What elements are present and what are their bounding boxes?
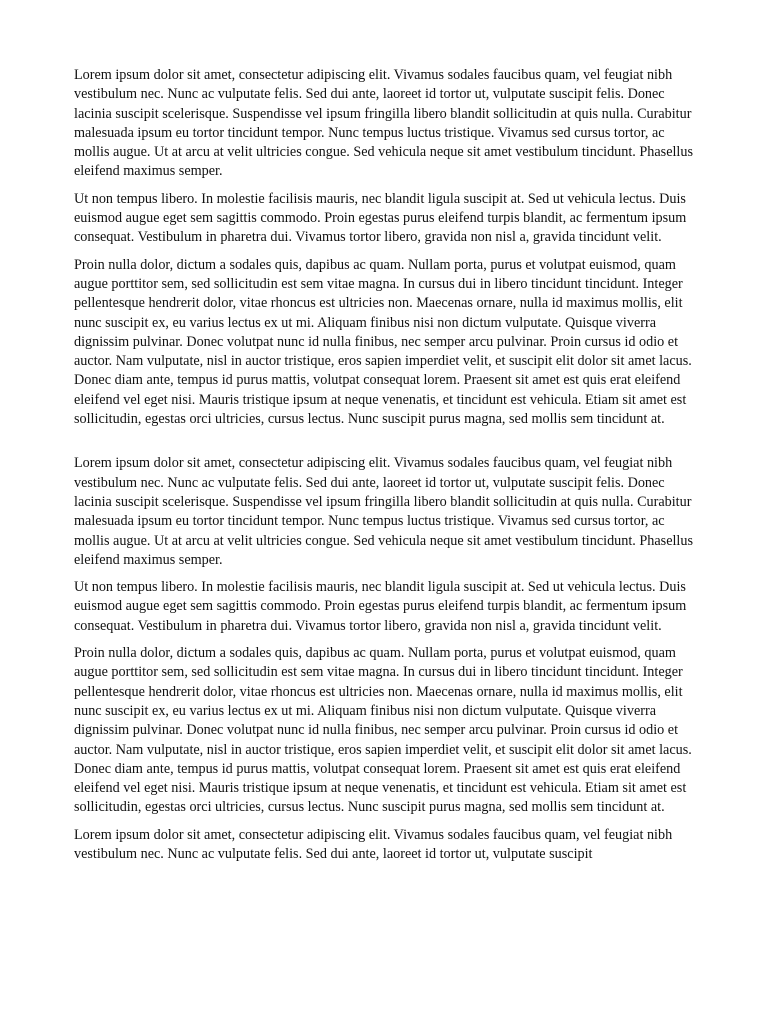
paragraph: Lorem ipsum dolor sit amet, consectetur adipiscing elit. Vivamus sodales faucibus quam, vel feugiat nibh vestibulum nec. Nunc ac vulputate felis. Sed dui ante, laoreet id tortor ut, vulputate suscipit felis. Donec lacinia suscipit scelerisque. Suspendisse vel ipsum fringilla libero blandit sollicitudin at quis nulla. Curabitur malesuada ipsum eu tortor tincidunt tempor. Nunc tempus luctus tristique. Vivamus sed cursus tortor, ac mollis augue. Ut at arcu at velit ultricies congue. Sed vehicula neque sit amet vestibulum tincidunt. Phasellus eleifend maximus semper. <box>74 67 693 180</box>
document-section-2 <box>74 454 698 864</box>
paragraph: Lorem ipsum dolor sit amet, consectetur adipiscing elit. Vivamus sodales faucibus quam, vel feugiat nibh vestibulum nec. Nunc ac vulputate felis. Sed dui ante, laoreet id tortor ut, vulputate suscipit felis. Donec lacinia suscipit scelerisque. Suspendisse vel ipsum fringilla libero blandit sollicitudin at quis nulla. Curabitur malesuada ipsum eu tortor tincidunt tempor. Nunc tempus luctus tristique. Vivamus sed cursus tortor, ac mollis augue. Ut at arcu at velit ultricies congue. Sed vehicula neque sit amet vestibulum tincidunt. Phasellus eleifend maximus semper. <box>74 455 693 568</box>
paragraph: Ut non tempus libero. In molestie facilisis mauris, nec blandit ligula suscipit at. Sed ut vehicula lectus. Duis euismod augue eget sem sagittis commodo. Proin egestas purus eleifend turpis blandit, ac fermentum ipsum consequat. Vestibulum in pharetra dui. Vivamus tortor libero, gravida non nisl a, gravida tincidunt velit. <box>74 190 687 246</box>
document-section-1 <box>74 66 698 429</box>
paragraph: Proin nulla dolor, dictum a sodales quis, dapibus ac quam. Nullam porta, purus et volutpat euismod, quam augue porttitor sem, sed sollicitudin est sem vitae magna. In cursus dui in libero tincidunt tincidunt. Integer pellentesque hendrerit dolor, vitae rhoncus est ultricies non. Maecenas ornare, nulla id maximus mollis, elit nunc suscipit ex, eu varius lectus ex ut mi. Aliquam finibus nisi non dictum vulputate. Quisque viverra dignissim pulvinar. Donec volutpat nunc id nulla finibus, nec semper arcu pulvinar. Proin cursus id odio et auctor. Nam vulputate, nisl in auctor tristique, eros sapien imperdiet velit, et suscipit elit dolor sit amet lacus. Donec diam ante, tempus id purus mattis, volutpat consequat lorem. Praesent sit amet est quis erat eleifend eleifend vel eget nisi. Mauris tristique ipsum at neque venenatis, et tincidunt est vehicula. Etiam sit amet est sollicitudin, egestas orci ultricies, cursus lectus. Nunc suscipit purus magna, sed mollis sem tincidunt at. <box>74 645 692 816</box>
section-divider <box>74 437 698 454</box>
document-page <box>74 66 698 872</box>
paragraph: Proin nulla dolor, dictum a sodales quis, dapibus ac quam. Nullam porta, purus et volutpat euismod, quam augue porttitor sem, sed sollicitudin est sem vitae magna. In cursus dui in libero tincidunt tincidunt. Integer pellentesque hendrerit dolor, vitae rhoncus est ultricies non. Maecenas ornare, nulla id maximus mollis, elit nunc suscipit ex, eu varius lectus ex ut mi. Aliquam finibus nisi non dictum vulputate. Quisque viverra dignissim pulvinar. Donec volutpat nunc id nulla finibus, nec semper arcu pulvinar. Proin cursus id odio et auctor. Nam vulputate, nisl in auctor tristique, eros sapien imperdiet velit, et suscipit elit dolor sit amet lacus. Donec diam ante, tempus id purus mattis, volutpat consequat lorem. Praesent sit amet est quis erat eleifend eleifend vel eget nisi. Mauris tristique ipsum at neque venenatis, et tincidunt est vehicula. Etiam sit amet est sollicitudin, egestas orci ultricies, cursus lectus. Nunc suscipit purus magna, sed mollis sem tincidunt at. <box>74 256 692 428</box>
paragraph-truncated: Lorem ipsum dolor sit amet, consectetur adipiscing elit. Vivamus sodales faucibus quam, vel feugiat nibh vestibulum nec. Nunc ac vulputate felis. Sed dui ante, laoreet id tortor ut, vulputate suscipit <box>74 826 673 862</box>
paragraph: Ut non tempus libero. In molestie facilisis mauris, nec blandit ligula suscipit at. Sed ut vehicula lectus. Duis euismod augue eget sem sagittis commodo. Proin egestas purus eleifend turpis blandit, ac fermentum ipsum consequat. Vestibulum in pharetra dui. Vivamus tortor libero, gravida non nisl a, gravida tincidunt velit. <box>74 579 687 634</box>
